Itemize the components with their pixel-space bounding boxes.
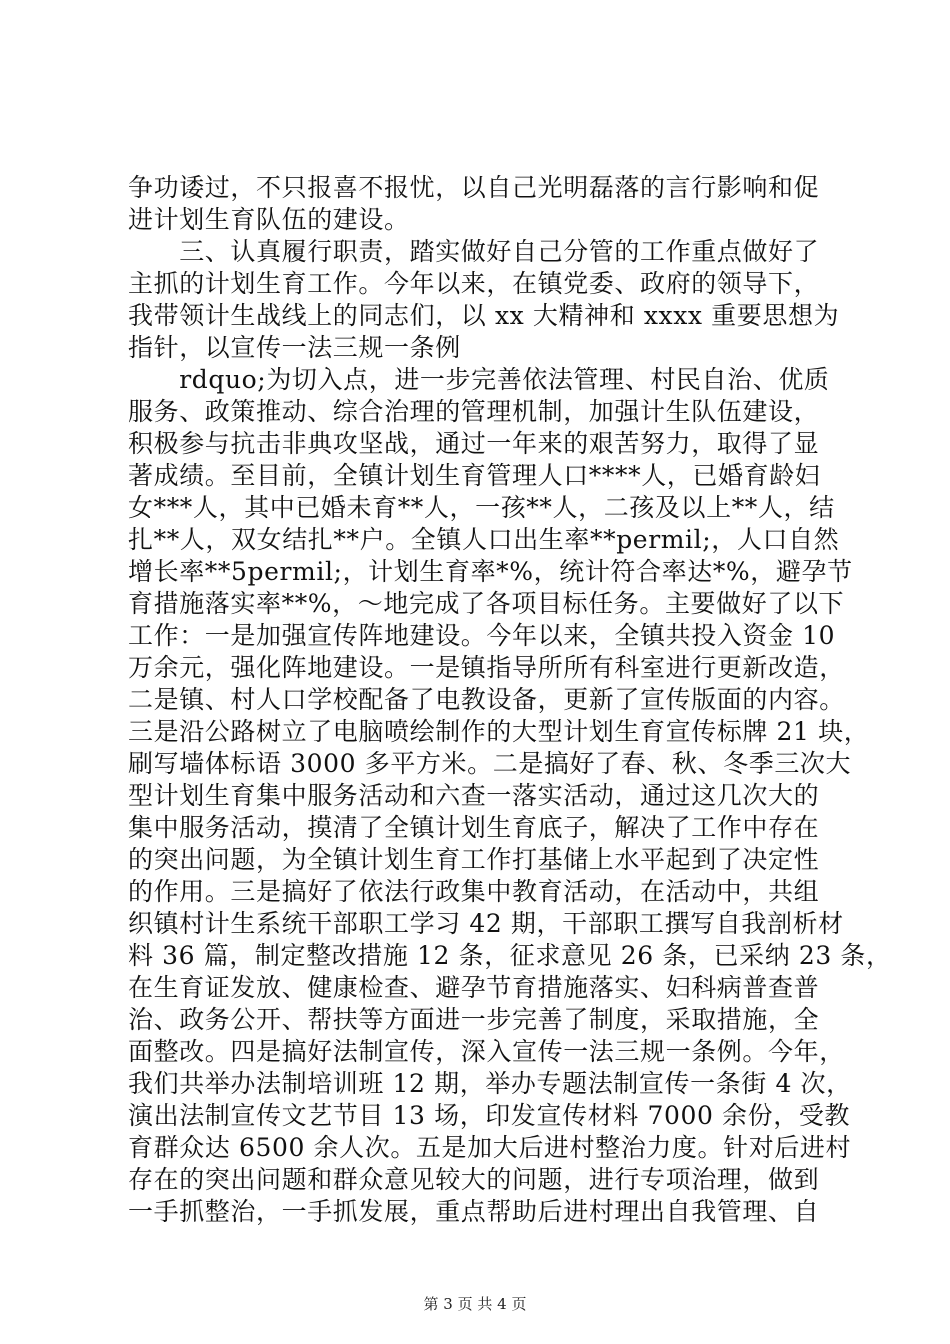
text-line: rdquo;为切入点，进一步完善依法管理、村民自治、优质 bbox=[128, 365, 830, 394]
text-line: 女***人，其中已婚未育**人，一孩**人，二孩及以上**人，结 bbox=[128, 493, 835, 522]
text-line: 育群众达 6500 余人次。五是加大后进村整治力度。针对后进村 bbox=[128, 1133, 852, 1162]
text-line: 进计划生育队伍的建设。 bbox=[128, 205, 410, 234]
text-line: 在生育证发放、健康检查、避孕节育措施落实、妇科病普查普 bbox=[128, 973, 820, 1002]
text-line: 我带领计生战线上的同志们，以 xx 大精神和 xxxx 重要思想为 bbox=[128, 301, 840, 330]
text-line: 万余元，强化阵地建设。一是镇指导所所有科室进行更新改造， bbox=[128, 653, 845, 682]
text-line: 服务、政策推动、综合治理的管理机制，加强计生队伍建设， bbox=[128, 397, 820, 426]
text-line: 存在的突出问题和群众意见较大的问题，进行专项治理，做到 bbox=[128, 1165, 820, 1194]
text-line: 料 36 篇，制定整改措施 12 条，征求意见 26 条，已采纳 23 条， bbox=[128, 941, 892, 970]
text-line: 我们共举办法制培训班 12 期，举办专题法制宣传一条街 4 次， bbox=[128, 1069, 852, 1098]
page-number-footer: 第 3 页 共 4 页 bbox=[423, 1295, 527, 1313]
text-line: 著成绩。至目前，全镇计划生育管理人口****人，已婚育龄妇 bbox=[128, 461, 821, 490]
text-line: 扎**人，双女结扎**户。全镇人口出生率**permil;，人口自然 bbox=[128, 525, 840, 554]
text-line: 型计划生育集中服务活动和六查一落实活动，通过这几次大的 bbox=[128, 781, 820, 810]
text-line: 一手抓整治，一手抓发展，重点帮助后进村理出自我管理、自 bbox=[128, 1197, 820, 1226]
text-line: 育措施落实率**%，～地完成了各项目标任务。主要做好了以下 bbox=[128, 589, 845, 618]
text-line: 指针，以宣传一法三规一条例 bbox=[128, 333, 461, 362]
text-line: 治、政务公开、帮扶等方面进一步完善了制度，采取措施，全 bbox=[128, 1005, 820, 1034]
text-line: 工作：一是加强宣传阵地建设。今年以来，全镇共投入资金 10 bbox=[128, 621, 836, 650]
text-line: 二是镇、村人口学校配备了电教设备，更新了宣传版面的内容。 bbox=[128, 685, 845, 714]
text-line: 面整改。四是搞好法制宣传，深入宣传一法三规一条例。今年， bbox=[128, 1037, 845, 1066]
text-line: 争功诿过，不只报喜不报忧，以自己光明磊落的言行影响和促 bbox=[128, 173, 820, 202]
text-line: 刷写墙体标语 3000 多平方米。二是搞好了春、秋、冬季三次大 bbox=[128, 749, 852, 778]
text-line: 织镇村计生系统干部职工学习 42 期，干部职工撰写自我剖析材 bbox=[128, 909, 844, 938]
text-line: 的突出问题，为全镇计划生育工作打基储上水平起到了决定性 bbox=[128, 845, 820, 874]
text-line: 积极参与抗击非典攻坚战，通过一年来的艰苦努力，取得了显 bbox=[128, 429, 820, 458]
body-text bbox=[128, 172, 892, 1228]
text-line: 三、认真履行职责，踏实做好自己分管的工作重点做好了 bbox=[128, 237, 820, 266]
text-line: 三是沿公路树立了电脑喷绘制作的大型计划生育宣传标牌 21 块， bbox=[128, 717, 870, 746]
text-line: 集中服务活动，摸清了全镇计划生育底子，解决了工作中存在 bbox=[128, 813, 820, 842]
text-line: 的作用。三是搞好了依法行政集中教育活动，在活动中，共组 bbox=[128, 877, 820, 906]
text-line: 演出法制宣传文艺节目 13 场，印发宣传材料 7000 余份，受教 bbox=[128, 1101, 851, 1130]
text-line: 增长率**5permil;，计划生育率*%，统计符合率达*%，避孕节 bbox=[128, 557, 853, 586]
text-line: 主抓的计划生育工作。今年以来，在镇党委、政府的领导下， bbox=[128, 269, 820, 298]
